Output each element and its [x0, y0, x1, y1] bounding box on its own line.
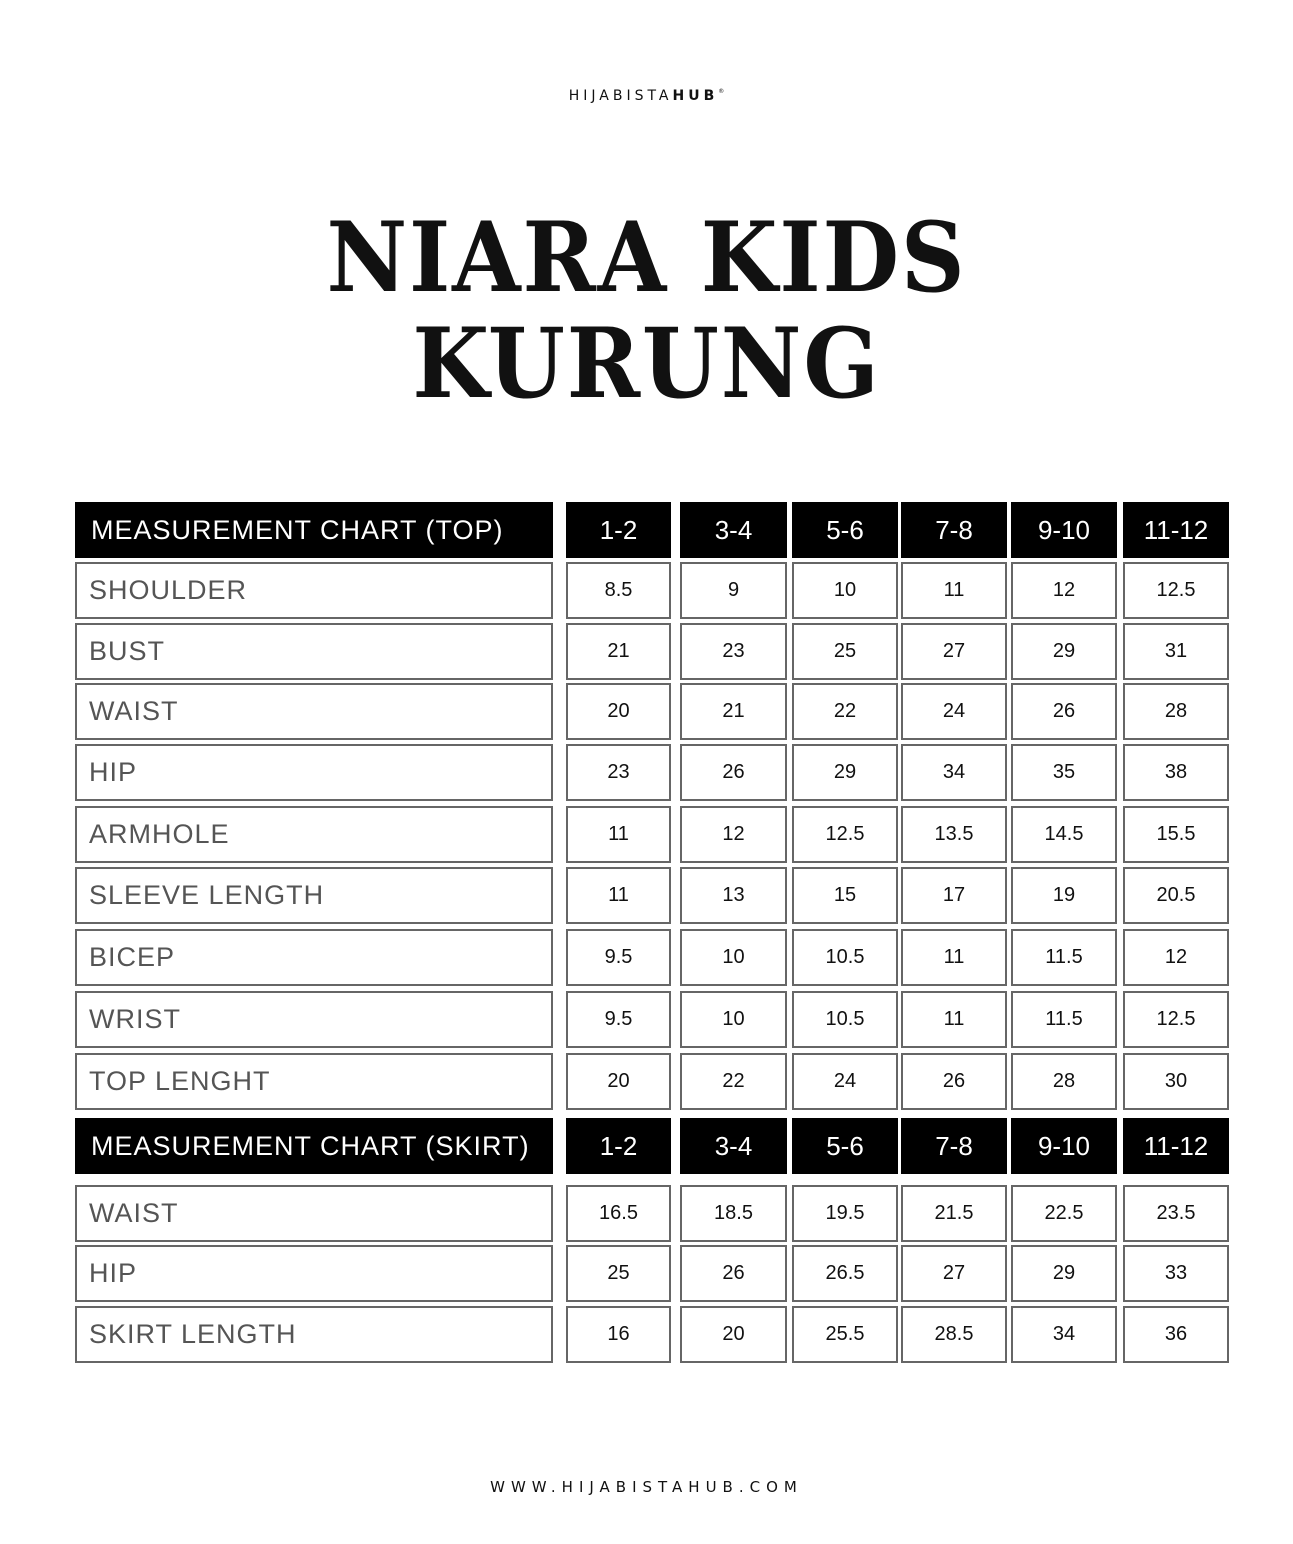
- top-chart-cell: 11: [901, 929, 1007, 986]
- top-chart-cell: 10: [680, 929, 787, 986]
- skirt-chart-size-header: 1-2: [566, 1118, 671, 1174]
- top-chart-cell: 26: [680, 744, 787, 801]
- top-chart-cell: 29: [1011, 623, 1117, 680]
- top-chart-cell: 20.5: [1123, 867, 1229, 924]
- top-chart-cell: 10: [792, 562, 898, 619]
- brand-name-bold: HUB: [672, 88, 719, 104]
- skirt-chart-cell: 22.5: [1011, 1185, 1117, 1242]
- top-chart-cell: 9.5: [566, 929, 671, 986]
- top-chart-header: MEASUREMENT CHART (TOP): [75, 502, 553, 558]
- top-chart-cell: 11: [901, 562, 1007, 619]
- top-chart-row-label: HIP: [75, 744, 553, 801]
- skirt-chart-size-header: 11-12: [1123, 1118, 1229, 1174]
- skirt-chart-cell: 20: [680, 1306, 787, 1363]
- top-chart-cell: 8.5: [566, 562, 671, 619]
- top-chart-size-header: 11-12: [1123, 502, 1229, 558]
- top-chart-cell: 9.5: [566, 991, 671, 1048]
- top-chart-cell: 27: [901, 623, 1007, 680]
- skirt-chart-cell: 25: [566, 1245, 671, 1302]
- top-chart-row-label: WAIST: [75, 683, 553, 740]
- top-chart-size-header: 1-2: [566, 502, 671, 558]
- title-line-1: NIARA KIDS: [326, 201, 967, 314]
- top-chart-size-header: 3-4: [680, 502, 787, 558]
- skirt-chart-cell: 25.5: [792, 1306, 898, 1363]
- top-chart-cell: 20: [566, 683, 671, 740]
- skirt-chart-cell: 19.5: [792, 1185, 898, 1242]
- top-chart-row-label: WRIST: [75, 991, 553, 1048]
- top-chart-cell: 35: [1011, 744, 1117, 801]
- top-chart-cell: 15: [792, 867, 898, 924]
- top-chart-cell: 11.5: [1011, 929, 1117, 986]
- top-chart-cell: 11: [566, 806, 671, 863]
- top-chart-cell: 14.5: [1011, 806, 1117, 863]
- skirt-chart-cell: 36: [1123, 1306, 1229, 1363]
- registered-mark: ®: [718, 88, 725, 95]
- skirt-chart-cell: 26.5: [792, 1245, 898, 1302]
- top-chart-cell: 34: [901, 744, 1007, 801]
- top-chart-cell: 11.5: [1011, 991, 1117, 1048]
- skirt-chart-cell: 16.5: [566, 1185, 671, 1242]
- top-chart-size-header: 7-8: [901, 502, 1007, 558]
- top-chart-cell: 22: [792, 683, 898, 740]
- top-chart-cell: 21: [566, 623, 671, 680]
- website-url: WWW.HIJABISTAHUB.COM: [490, 1478, 803, 1496]
- title-line-2: KURUNG: [412, 307, 881, 420]
- skirt-chart-size-header: 7-8: [901, 1118, 1007, 1174]
- skirt-chart-cell: 16: [566, 1306, 671, 1363]
- skirt-chart-cell: 27: [901, 1245, 1007, 1302]
- top-chart-row-label: TOP LENGHT: [75, 1053, 553, 1110]
- skirt-chart-row-label: HIP: [75, 1245, 553, 1302]
- top-chart-cell: 24: [901, 683, 1007, 740]
- top-chart-cell: 26: [901, 1053, 1007, 1110]
- top-chart-cell: 12: [1123, 929, 1229, 986]
- top-chart-row-label: BUST: [75, 623, 553, 680]
- top-chart-row-label: ARMHOLE: [75, 806, 553, 863]
- top-chart-cell: 12: [1011, 562, 1117, 619]
- skirt-chart-size-header: 3-4: [680, 1118, 787, 1174]
- skirt-chart-row-label: SKIRT LENGTH: [75, 1306, 553, 1363]
- top-chart-cell: 19: [1011, 867, 1117, 924]
- skirt-chart-row-label: WAIST: [75, 1185, 553, 1242]
- skirt-chart-cell: 21.5: [901, 1185, 1007, 1242]
- top-chart-row-label: SHOULDER: [75, 562, 553, 619]
- skirt-chart-size-header: 9-10: [1011, 1118, 1117, 1174]
- skirt-chart-size-header: 5-6: [792, 1118, 898, 1174]
- top-chart-cell: 23: [680, 623, 787, 680]
- top-chart-cell: 12: [680, 806, 787, 863]
- top-chart-cell: 23: [566, 744, 671, 801]
- top-chart-cell: 13: [680, 867, 787, 924]
- top-chart-cell: 17: [901, 867, 1007, 924]
- skirt-chart-header: MEASUREMENT CHART (SKIRT): [75, 1118, 553, 1174]
- top-chart-cell: 22: [680, 1053, 787, 1110]
- brand-logo: [0, 88, 1293, 104]
- top-chart-cell: 9: [680, 562, 787, 619]
- top-chart-cell: 10.5: [792, 991, 898, 1048]
- top-chart-cell: 29: [792, 744, 898, 801]
- top-chart-cell: 25: [792, 623, 898, 680]
- top-chart-cell: 12.5: [1123, 991, 1229, 1048]
- top-chart-size-header: 5-6: [792, 502, 898, 558]
- top-chart-cell: 10: [680, 991, 787, 1048]
- page-title: [52, 201, 1242, 420]
- top-chart-cell: 30: [1123, 1053, 1229, 1110]
- top-chart-cell: 11: [901, 991, 1007, 1048]
- top-chart-row-label: SLEEVE LENGTH: [75, 867, 553, 924]
- top-chart-cell: 38: [1123, 744, 1229, 801]
- top-chart-cell: 12.5: [792, 806, 898, 863]
- top-chart-cell: 24: [792, 1053, 898, 1110]
- top-chart-cell: 26: [1011, 683, 1117, 740]
- top-chart-cell: 15.5: [1123, 806, 1229, 863]
- skirt-chart-cell: 28.5: [901, 1306, 1007, 1363]
- top-chart-cell: 20: [566, 1053, 671, 1110]
- top-chart-size-header: 9-10: [1011, 502, 1117, 558]
- top-chart-row-label: BICEP: [75, 929, 553, 986]
- skirt-chart-cell: 26: [680, 1245, 787, 1302]
- top-chart-cell: 10.5: [792, 929, 898, 986]
- skirt-chart-cell: 34: [1011, 1306, 1117, 1363]
- skirt-chart-cell: 23.5: [1123, 1185, 1229, 1242]
- top-chart-cell: 11: [566, 867, 671, 924]
- top-chart-cell: 13.5: [901, 806, 1007, 863]
- skirt-chart-cell: 33: [1123, 1245, 1229, 1302]
- skirt-chart-cell: 29: [1011, 1245, 1117, 1302]
- skirt-chart-cell: 18.5: [680, 1185, 787, 1242]
- top-chart-cell: 28: [1011, 1053, 1117, 1110]
- top-chart-cell: 12.5: [1123, 562, 1229, 619]
- brand-name-regular: HIJABISTA: [568, 88, 673, 104]
- top-chart-cell: 21: [680, 683, 787, 740]
- top-chart-cell: 28: [1123, 683, 1229, 740]
- top-chart-cell: 31: [1123, 623, 1229, 680]
